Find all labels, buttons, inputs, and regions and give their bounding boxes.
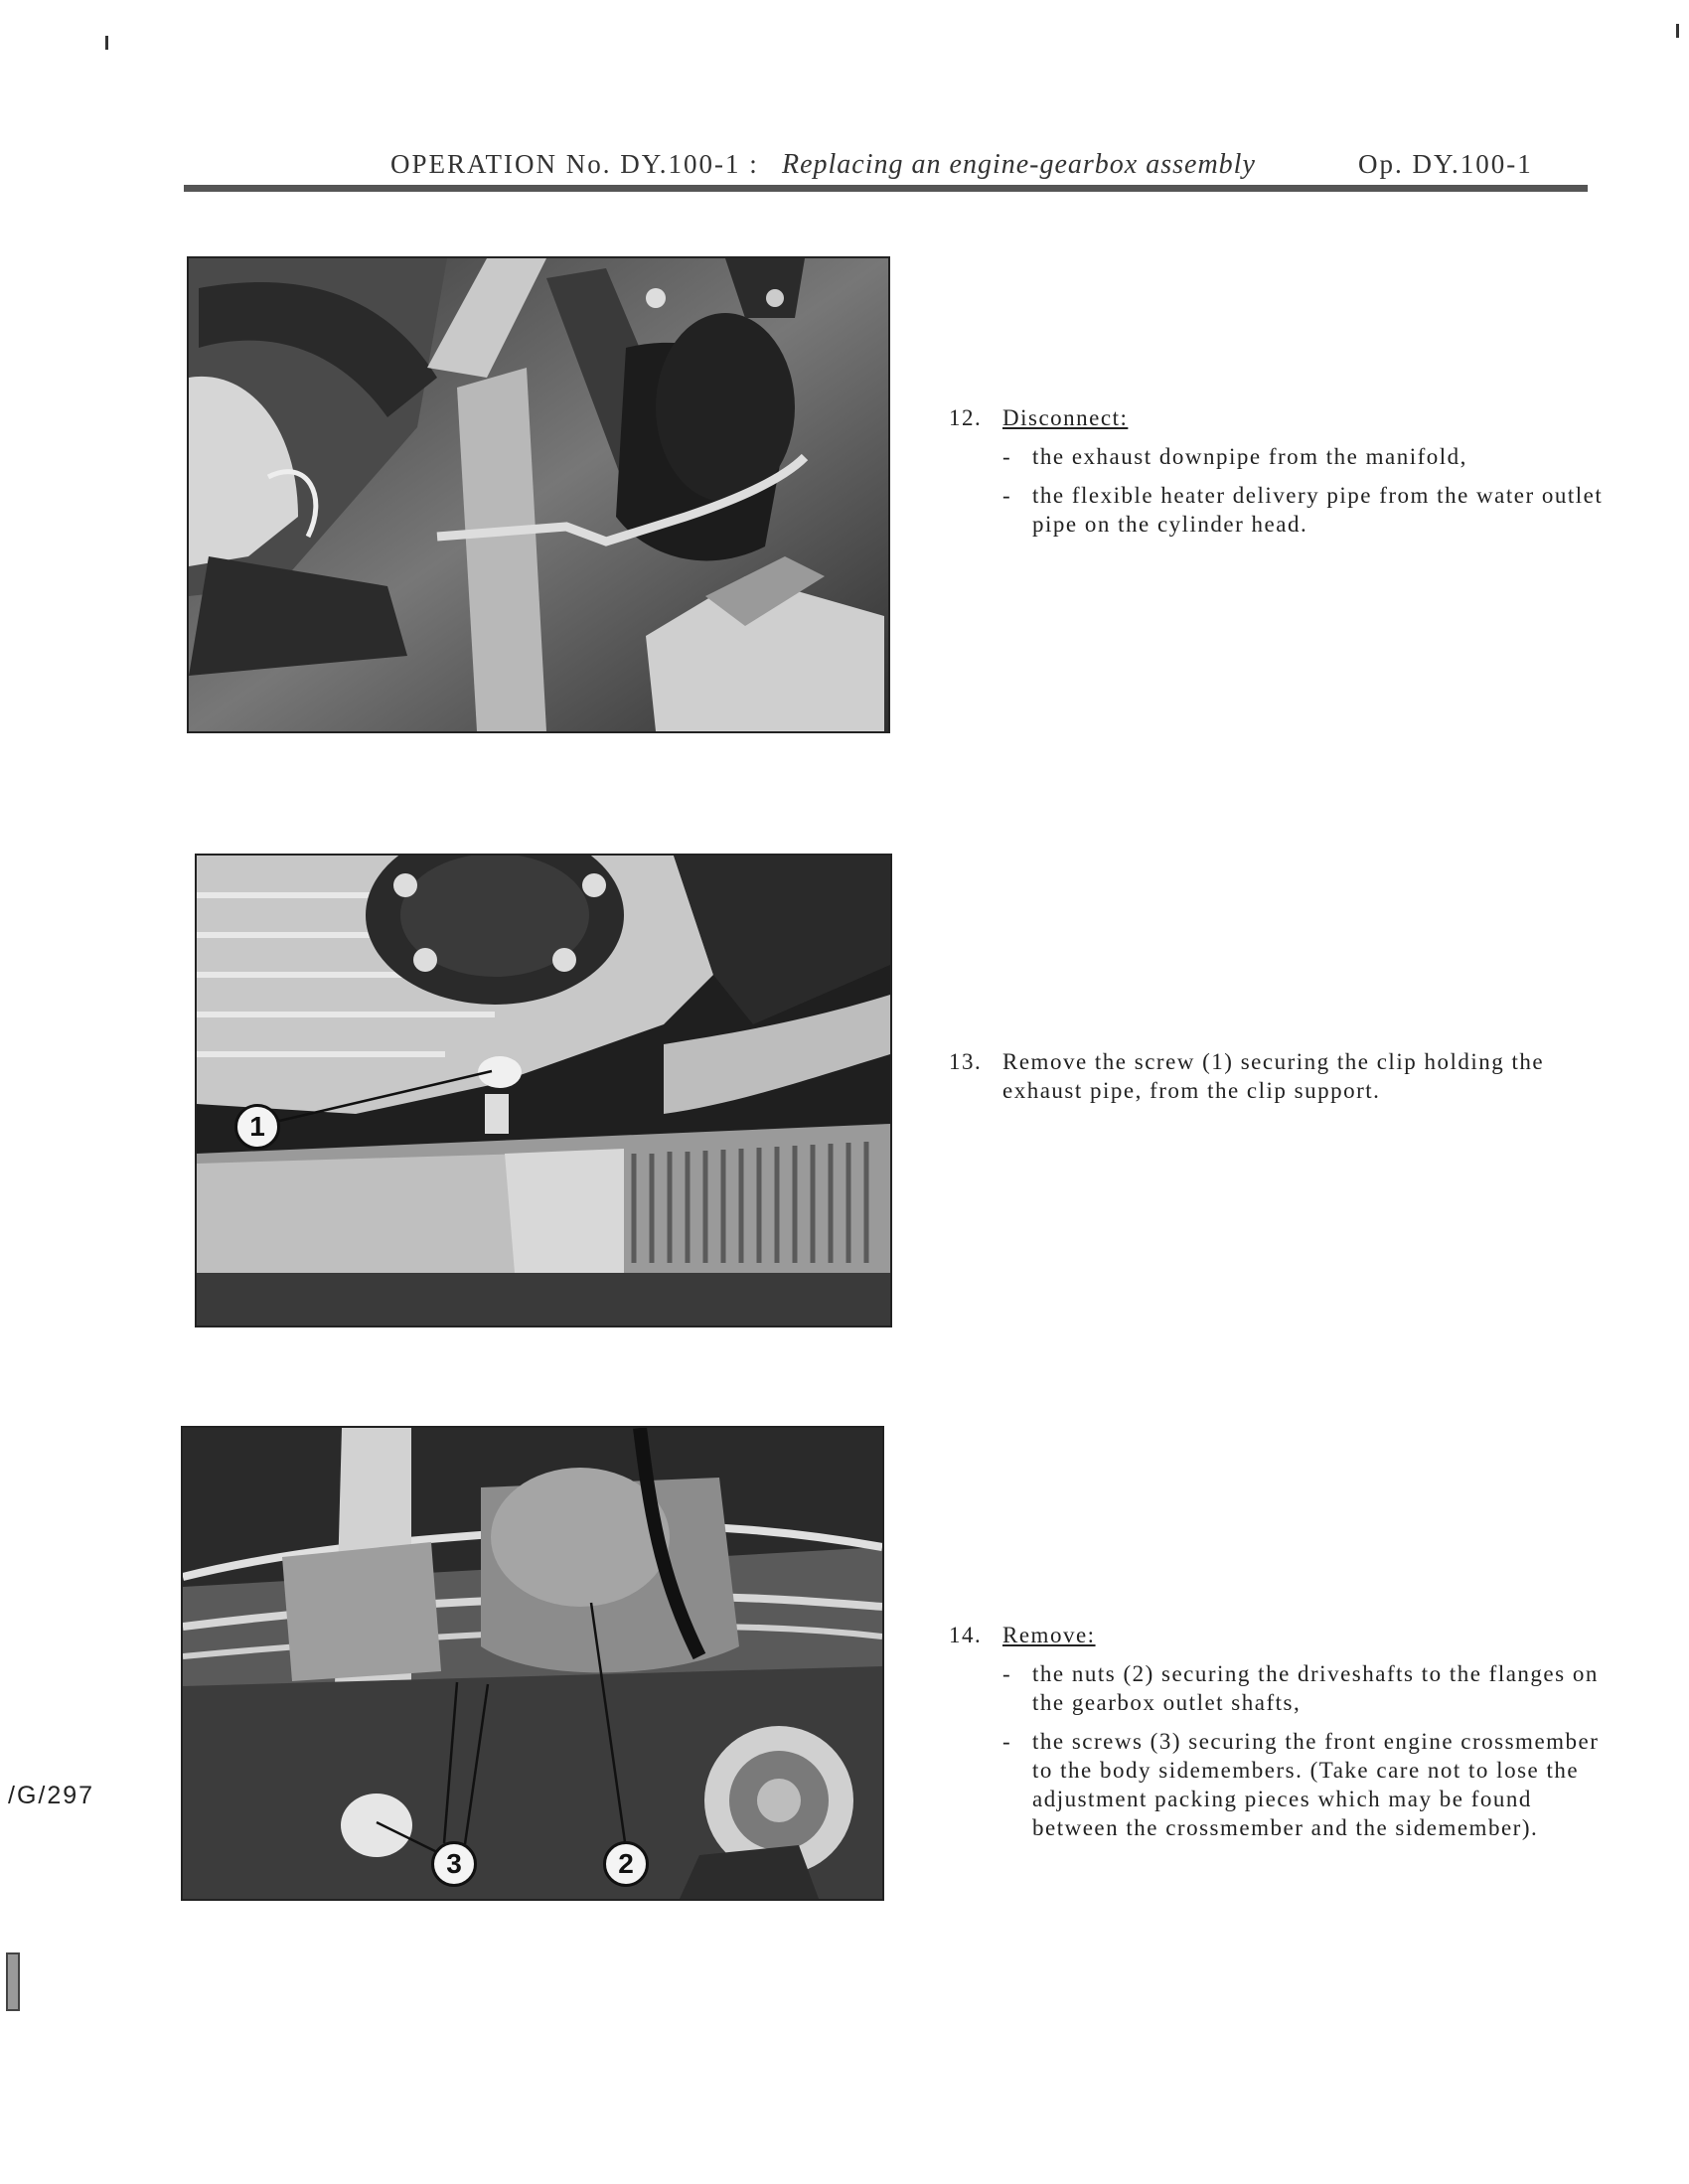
step-14-title-line	[949, 1621, 1605, 1649]
photo-step-12	[187, 256, 890, 733]
scan-edge-mark-right	[1676, 24, 1679, 38]
callout-3: 3	[431, 1841, 477, 1887]
bullet-dash: -	[1002, 483, 1012, 508]
header-title: Replacing an engine-gearbox assembly	[782, 149, 1256, 180]
step-13-line	[949, 1047, 1605, 1105]
step-14-bullet-1	[949, 1659, 1605, 1717]
margin-reference: /G/297	[8, 1782, 95, 1809]
bullet-dash: -	[1002, 1729, 1012, 1754]
step-14-bullet-2	[949, 1727, 1605, 1842]
bullet-dash: -	[1002, 444, 1012, 469]
step-12-bullet-2	[949, 481, 1605, 539]
callout-1: 1	[234, 1104, 280, 1150]
scan-edge-mark-left	[105, 36, 108, 50]
step-14-number: 14.	[949, 1623, 983, 1647]
header-rule	[184, 185, 1588, 192]
photo-step-14	[181, 1426, 884, 1901]
photo-step-12-image	[189, 258, 888, 731]
step-12-bullet-2-text: the flexible heater delivery pipe from the water outlet pipe on the cylinder head.	[1032, 483, 1604, 537]
step-14-bullet-1-text: the nuts (2) securing the driveshafts to the flanges on the gearbox outlet shafts,	[1032, 1661, 1599, 1715]
step-13	[949, 1047, 1605, 1105]
step-12-heading: Disconnect:	[1002, 405, 1129, 430]
photo-step-13-image	[197, 856, 890, 1326]
callout-2: 2	[603, 1841, 649, 1887]
step-12	[949, 403, 1605, 539]
step-12-number: 12.	[949, 405, 983, 430]
step-12-bullet-1	[949, 442, 1605, 471]
step-14-heading: Remove:	[1002, 1623, 1096, 1647]
step-12-title-line	[949, 403, 1605, 432]
step-14	[949, 1621, 1605, 1842]
header-operation: OPERATION No. DY.100-1 :	[390, 149, 759, 179]
photo-step-13	[195, 854, 892, 1327]
step-12-bullet-1-text: the exhaust downpipe from the manifold,	[1032, 444, 1467, 469]
photo-step-14-image	[183, 1428, 882, 1899]
header-ref: Op. DY.100-1	[1358, 149, 1533, 179]
bullet-dash: -	[1002, 1661, 1012, 1686]
scan-edge-mark-bottom	[6, 1952, 20, 2011]
step-13-number: 13.	[949, 1049, 983, 1074]
step-13-text: Remove the screw (1) securing the clip holding the exhaust pipe, from the clip support.	[1002, 1049, 1545, 1103]
step-14-bullet-2-text: the screws (3) securing the front engine crossmember to the body sidemembers. (Take care not to lose the adjustment packing pieces which may be found between the crossmember and the sidemember).	[1032, 1729, 1600, 1840]
